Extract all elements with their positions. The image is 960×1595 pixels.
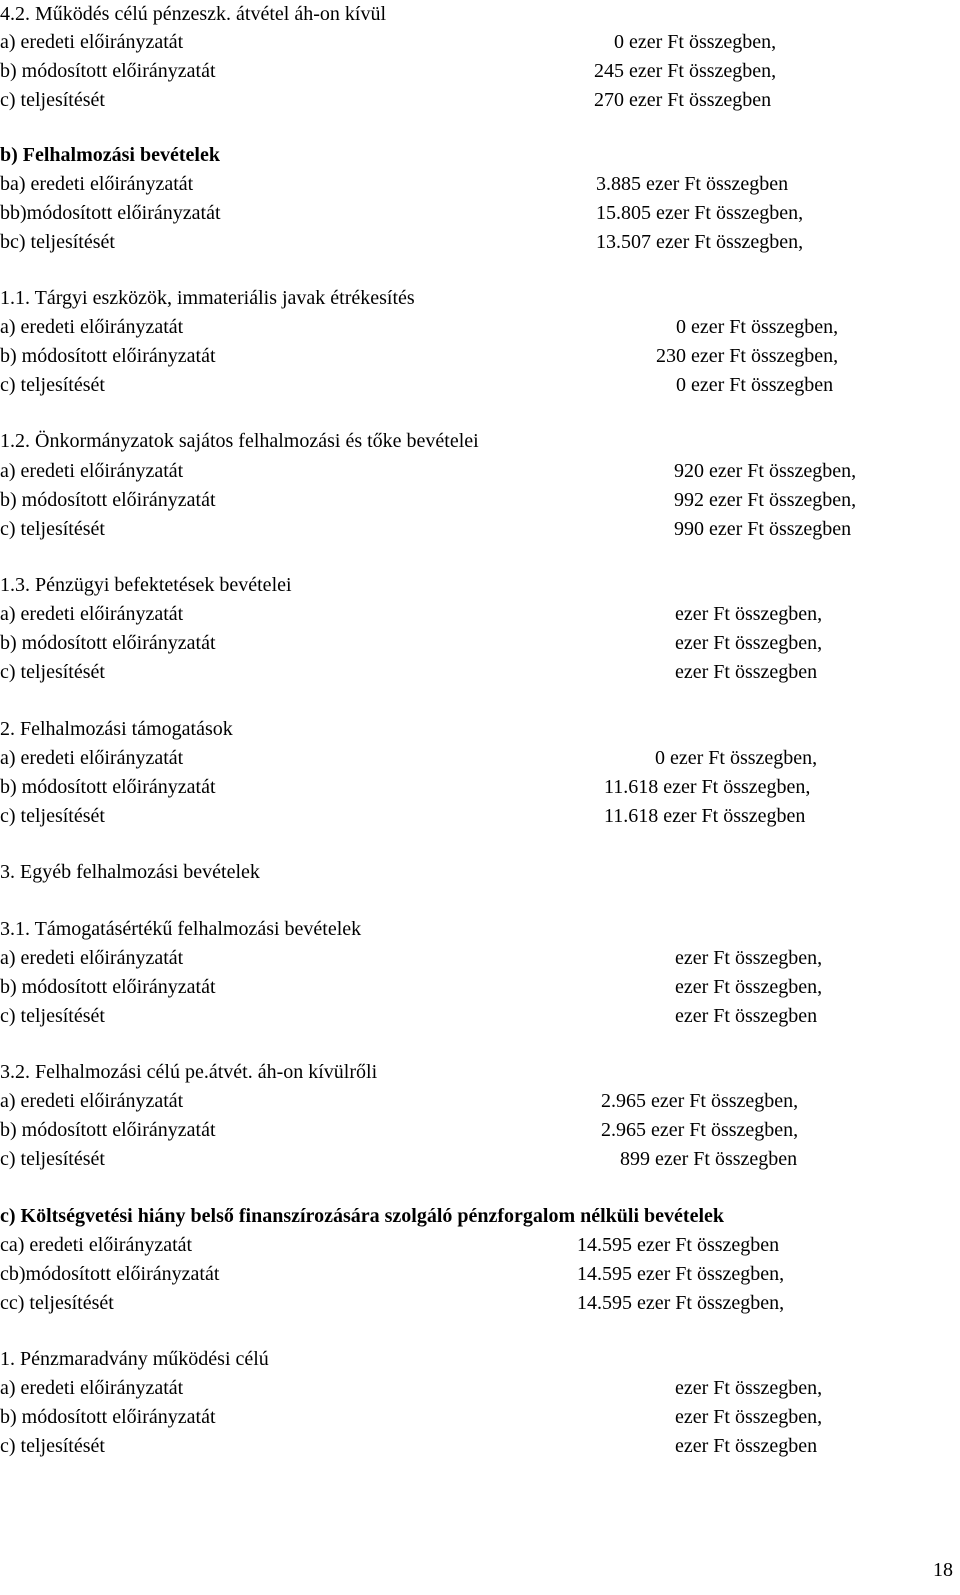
row-value: 15.805 ezer Ft összegben, bbox=[596, 202, 804, 224]
budget-row bbox=[0, 744, 960, 772]
row-label: b) módosított előirányzatát bbox=[0, 1119, 216, 1141]
section-heading: 1.3. Pénzügyi befektetések bevételei bbox=[0, 574, 292, 596]
budget-row bbox=[0, 973, 960, 1001]
budget-row bbox=[0, 86, 960, 114]
row-label: c) teljesítését bbox=[0, 374, 105, 396]
row-value: 14.595 ezer Ft összegben, bbox=[577, 1292, 785, 1314]
budget-row bbox=[0, 1260, 960, 1288]
row-label: b) módosított előirányzatát bbox=[0, 976, 216, 998]
budget-row bbox=[0, 1002, 960, 1030]
row-label: bc) teljesítését bbox=[0, 231, 115, 253]
row-value: ezer Ft összegben bbox=[675, 661, 818, 683]
row-value: ezer Ft összegben, bbox=[675, 976, 823, 998]
row-value: 992 ezer Ft összegben, bbox=[674, 489, 857, 511]
row-value: 3.885 ezer Ft összegben bbox=[596, 173, 789, 195]
budget-row bbox=[0, 1289, 960, 1317]
section-heading: 3.1. Támogatásértékű felhalmozási bevételek bbox=[0, 918, 362, 940]
row-value: 2.965 ezer Ft összegben, bbox=[601, 1119, 799, 1141]
row-label: b) módosított előirányzatát bbox=[0, 489, 216, 511]
row-label: b) módosított előirányzatát bbox=[0, 776, 216, 798]
budget-row bbox=[0, 1432, 960, 1460]
budget-row bbox=[0, 342, 960, 370]
row-label: a) eredeti előirányzatát bbox=[0, 1090, 184, 1112]
budget-row bbox=[0, 28, 960, 56]
row-value: 0 ezer Ft összegben, bbox=[614, 31, 777, 53]
row-label: c) teljesítését bbox=[0, 805, 105, 827]
row-label: c) teljesítését bbox=[0, 1148, 105, 1170]
section-heading: 1.1. Tárgyi eszközök, immateriális javak étrékesítés bbox=[0, 287, 415, 309]
row-value: ezer Ft összegben bbox=[675, 1005, 818, 1027]
budget-row bbox=[0, 486, 960, 514]
budget-row bbox=[0, 515, 960, 543]
row-value: 230 ezer Ft összegben, bbox=[656, 345, 839, 367]
row-label: b) módosított előirányzatát bbox=[0, 1406, 216, 1428]
budget-row bbox=[0, 371, 960, 399]
budget-row bbox=[0, 228, 960, 256]
row-label: cc) teljesítését bbox=[0, 1292, 114, 1314]
row-value: ezer Ft összegben, bbox=[675, 1406, 823, 1428]
row-label: a) eredeti előirányzatát bbox=[0, 31, 184, 53]
budget-row bbox=[0, 313, 960, 341]
budget-row bbox=[0, 1403, 960, 1431]
row-value: 0 ezer Ft összegben, bbox=[676, 316, 839, 338]
row-label: c) teljesítését bbox=[0, 661, 105, 683]
row-label: ca) eredeti előirányzatát bbox=[0, 1234, 193, 1256]
section-heading: 2. Felhalmozási támogatások bbox=[0, 718, 233, 740]
row-value: ezer Ft összegben, bbox=[675, 603, 823, 625]
row-value: 0 ezer Ft összegben bbox=[676, 374, 834, 396]
row-value: 2.965 ezer Ft összegben, bbox=[601, 1090, 799, 1112]
row-value: 920 ezer Ft összegben, bbox=[674, 460, 857, 482]
row-value: 270 ezer Ft összegben bbox=[594, 89, 772, 111]
budget-row bbox=[0, 1087, 960, 1115]
page-number: 18 bbox=[933, 1559, 953, 1581]
row-label: c) teljesítését bbox=[0, 1005, 105, 1027]
row-label: c) teljesítését bbox=[0, 1435, 105, 1457]
row-value: 11.618 ezer Ft összegben, bbox=[604, 776, 811, 798]
section-heading: 3. Egyéb felhalmozási bevételek bbox=[0, 861, 260, 883]
row-value: 14.595 ezer Ft összegben bbox=[577, 1234, 780, 1256]
row-value: 0 ezer Ft összegben, bbox=[655, 747, 818, 769]
section-heading: 1. Pénzmaradvány működési célú bbox=[0, 1348, 269, 1370]
section-heading: 3.2. Felhalmozási célú pe.átvét. áh-on kívülrőli bbox=[0, 1061, 378, 1083]
row-label: ba) eredeti előirányzatát bbox=[0, 173, 194, 195]
section-heading: c) Költségvetési hiány belső finanszírozására szolgáló pénzforgalom nélküli bevételek bbox=[0, 1205, 725, 1227]
row-label: a) eredeti előirányzatát bbox=[0, 747, 184, 769]
budget-row bbox=[0, 1231, 960, 1259]
budget-row bbox=[0, 1374, 960, 1402]
row-value: 14.595 ezer Ft összegben, bbox=[577, 1263, 785, 1285]
row-value: ezer Ft összegben, bbox=[675, 632, 823, 654]
budget-row bbox=[0, 199, 960, 227]
budget-row bbox=[0, 773, 960, 801]
row-label: b) módosított előirányzatát bbox=[0, 60, 216, 82]
section-heading: b) Felhalmozási bevételek bbox=[0, 144, 220, 166]
row-value: ezer Ft összegben, bbox=[675, 1377, 823, 1399]
budget-row bbox=[0, 57, 960, 85]
row-value: 245 ezer Ft összegben, bbox=[594, 60, 777, 82]
row-value: 13.507 ezer Ft összegben, bbox=[596, 231, 804, 253]
row-label: cb)módosított előirányzatát bbox=[0, 1263, 220, 1285]
row-label: a) eredeti előirányzatát bbox=[0, 1377, 184, 1399]
budget-row bbox=[0, 802, 960, 830]
budget-row bbox=[0, 600, 960, 628]
row-label: b) módosított előirányzatát bbox=[0, 345, 216, 367]
row-value: 990 ezer Ft összegben bbox=[674, 518, 852, 540]
budget-row bbox=[0, 944, 960, 972]
row-label: a) eredeti előirányzatát bbox=[0, 947, 184, 969]
budget-row bbox=[0, 629, 960, 657]
section-heading: 4.2. Működés célú pénzeszk. átvétel áh-on kívül bbox=[0, 3, 386, 25]
row-label: c) teljesítését bbox=[0, 89, 105, 111]
row-value: 899 ezer Ft összegben bbox=[620, 1148, 798, 1170]
budget-row bbox=[0, 457, 960, 485]
row-label: a) eredeti előirányzatát bbox=[0, 603, 184, 625]
row-label: a) eredeti előirányzatát bbox=[0, 316, 184, 338]
row-value: ezer Ft összegben, bbox=[675, 947, 823, 969]
row-label: c) teljesítését bbox=[0, 518, 105, 540]
row-label: a) eredeti előirányzatát bbox=[0, 460, 184, 482]
row-label: b) módosított előirányzatát bbox=[0, 632, 216, 654]
row-value: 11.618 ezer Ft összegben bbox=[604, 805, 806, 827]
budget-row bbox=[0, 1116, 960, 1144]
section-heading: 1.2. Önkormányzatok sajátos felhalmozási és tőke bevételei bbox=[0, 430, 479, 452]
row-value: ezer Ft összegben bbox=[675, 1435, 818, 1457]
budget-row bbox=[0, 170, 960, 198]
row-label: bb)módosított előirányzatát bbox=[0, 202, 221, 224]
budget-row bbox=[0, 1145, 960, 1173]
budget-row bbox=[0, 658, 960, 686]
